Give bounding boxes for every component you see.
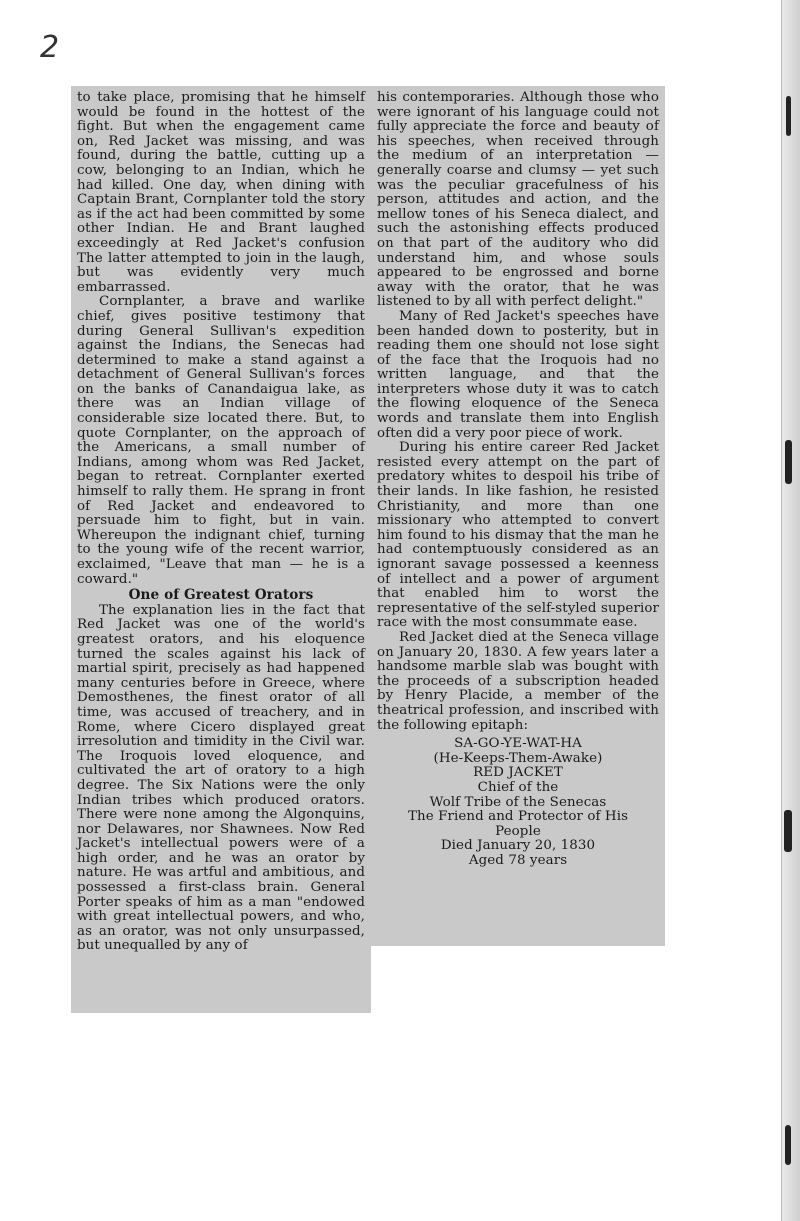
epitaph-line: SA-GO-YE-WAT-HA [454,736,582,752]
paragraph: his contemporaries. Although those who were ignorant of his language could not fully appreciate the force and beauty of his speeches, when received through the medium of an interpretation — generally coarse and clumsy — yet such was the peculiar gracefulness of his person, attitudes and action, and the mellow tones of his Seneca dialect, and such the astonishing effects produced on that part of the auditory who did understand him, and whose souls appeared to be engrossed and borne away with the orator, that he was listened to by all with perfect delight." [377,90,659,310]
paragraph: During his entire career Red Jacket resisted every attempt on the part of predatory whites to despoil his tribe of their lands. In like fashion, he resisted Christianity, and more than one missionary who attempted to convert him found to his dismay that the man he had contemptuously considered as an ignorant savage possessed a keenness of intellect and a power of argument that enabled him to worst the representative of the self-styled superior race with the most consummate ease. [377,440,659,631]
paragraph: Cornplanter, a brave and warlike chief, gives positive testimony that during General Sullivan's expedition against the Indians, the Senecas had determined to make a stand against a detachment of General Sullivan's forces on the banks of Canandaigua lake, as there was an Indian village of considerable size located there. But, to quote Cornplanter, on the approach of the Americans, a small number of Indians, among whom was Red Jacket, began to retreat. Cornplanter exerted himself to rally them. He sprang in front of Red Jacket and endeavored to persuade him to fight, but in vain. Whereupon the indignant chief, turning to the young wife of the recent warrior, exclaimed, "Leave that man — he is a coward." [77,294,365,587]
edge-mark [785,1125,791,1165]
epitaph-line: Aged 78 years [468,852,568,868]
epitaph-line: People [495,823,541,839]
epitaph-line: RED JACKET [473,765,563,781]
subheading: One of Greatest Orators [128,587,314,604]
epitaph-line: Wolf Tribe of the Senecas [429,794,607,810]
edge-mark [785,440,792,484]
paragraph: to take place, promising that he himself would be found in the hottest of the fight. But when the engagement came on, Red Jacket was missing, and was found, during the battle, cutting up a cow, belonging to an Indian, which he had killed. One day, when dining with Captain Brant, Cornplanter told the story as if the act had been committed by some other Indian. He and Brant laughed exceedingly at Red Jacket's confusion The latter attempted to join in the laugh, but was evidently very much embarrassed. [77,90,365,295]
page-edge [781,0,800,1221]
article-column-right [371,86,665,946]
article-column-left [71,86,371,1013]
paragraph: Red Jacket died at the Seneca village on January 20, 1830. A few years later a handsome marble slab was bought with the proceeds of a subscription headed by Henry Placide, a member of the theatrical profession, and inscribed with the following epitaph: [377,629,659,733]
paragraph: The explanation lies in the fact that Red Jacket was one of the world's greatest orators, and his eloquence turned the scales against his lack of martial spirit, precisely as had happened many centuries before in Greece, where Demosthenes, the finest orator of all time, was accused of treachery, and in Rome, where Cicero displayed great irresolution and timidity in the Civil war. The Iroquois loved eloquence, and cultivated the art of oratory to a high degree. The Six Nations were the only Indian tribes which produced orators. There were none among the Algonquins, nor Delawares, nor Shawnees. Now Red Jacket's intellectual powers were of a high order, and he was an orator by nature. He was artful and ambitious, and possessed a first-class brain. General Porter speaks of him as a man "endowed with great intellectual powers, and who, as an orator, was not only unsurpassed, but unequalled by any of [77,602,365,954]
epitaph-line: The Friend and Protector of His [407,809,629,825]
epitaph-line: Died January 20, 1830 [440,838,596,854]
epitaph-line: (He-Keeps-Them-Awake) [433,750,603,766]
edge-mark [784,810,792,852]
paragraph: Many of Red Jacket's speeches have been handed down to posterity, but in reading them one should not lose sight of the face that the Iroquois had no written language, and that the interpreters whose duty it was to catch the flowing eloquence of the Seneca words and translate them into English often did a very poor piece of work. [377,308,659,441]
epitaph-line: Chief of the [477,779,559,795]
edge-mark [786,96,791,136]
epitaph [377,737,659,868]
page-number: 2 [40,30,60,65]
